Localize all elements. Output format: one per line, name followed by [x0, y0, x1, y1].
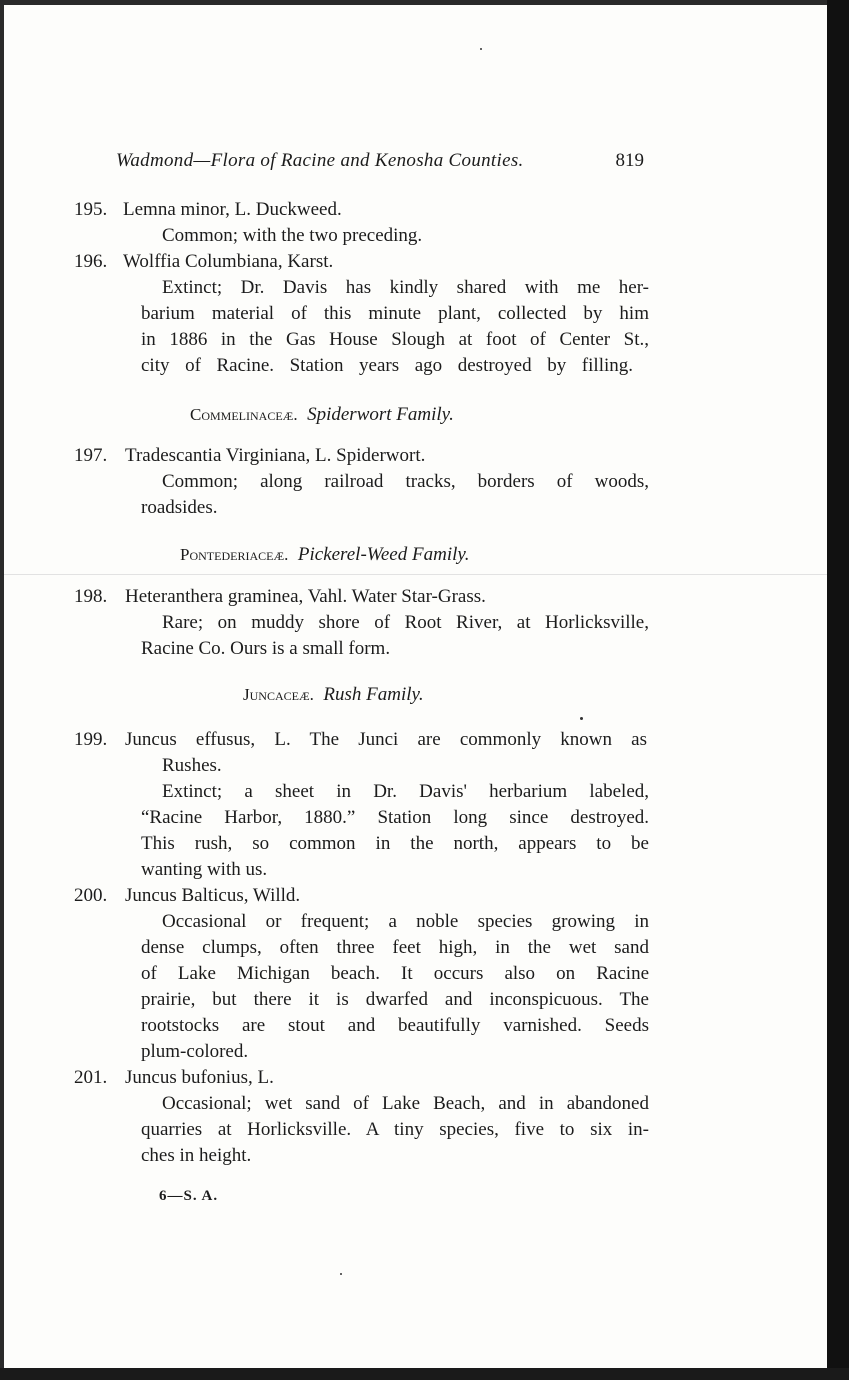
scan-edge-right: [827, 0, 849, 1380]
page-number: 819: [615, 150, 644, 171]
entry-text-line: “Racine Harbor, 1880.” Station long since destroyed.: [141, 807, 649, 828]
species-name: Lemna minor, L. Duckweed.: [123, 199, 342, 220]
entry-text-line: Racine Co. Ours is a small form.: [141, 638, 391, 659]
entry-text-line: Occasional; wet sand of Lake Beach, and in abandoned: [162, 1093, 649, 1114]
entry-text-line: prairie, but there it is dwarfed and inconspicuous. The: [141, 989, 649, 1010]
entry-text-line: Extinct; a sheet in Dr. Davis' herbarium labeled,: [162, 781, 649, 802]
entry-number: 195.: [74, 199, 108, 220]
species-name: Heteranthera graminea, Vahl. Water Star-Grass.: [125, 586, 486, 607]
entry-text-line: Common; along railroad tracks, borders of woods,: [162, 471, 649, 492]
entry-text-line: rootstocks are stout and beautifully varnished. Seeds: [141, 1015, 649, 1036]
species-name-continued: Rushes.: [162, 755, 222, 776]
family-common-name: Rush Family.: [323, 684, 424, 705]
entry-text-line: Extinct; Dr. Davis has kindly shared with me her-: [162, 277, 649, 298]
entry-text-line: wanting with us.: [141, 859, 268, 880]
entry-number: 198.: [74, 586, 108, 607]
entry-text-line: Rare; on muddy shore of Root River, at Horlicksville,: [162, 612, 649, 633]
scan-speck: [580, 717, 583, 720]
entry-text-line: dense clumps, often three feet high, in the wet sand: [141, 937, 649, 958]
entry-text-line: This rush, so common in the north, appears to be: [141, 833, 649, 854]
scan-speck: [480, 48, 482, 50]
entry-number: 197.: [74, 445, 108, 466]
printer-signature: 6—S. A.: [159, 1188, 219, 1204]
family-latin-name: Juncaceæ.: [243, 685, 314, 704]
family-latin-name: Pontederiaceæ.: [180, 545, 289, 564]
entry-text-line: in 1886 in the Gas House Slough at foot of Center St.,: [141, 329, 649, 350]
entry-number: 199.: [74, 729, 108, 750]
entry-text-line: barium material of this minute plant, collected by him: [141, 303, 649, 324]
entry-number: 196.: [74, 251, 108, 272]
entry-text-line: ches in height.: [141, 1145, 252, 1166]
species-name: Juncus effusus, L. The Junci are commonly known as: [125, 729, 647, 750]
family-heading-pontederiaceae: [180, 544, 470, 566]
species-name: Juncus Balticus, Willd.: [125, 885, 301, 906]
entry-text-line: roadsides.: [141, 497, 218, 518]
scan-edge-bottom: [0, 1368, 849, 1380]
species-name: Wolffia Columbiana, Karst.: [123, 251, 334, 272]
entry-text-line: quarries at Horlicksville. A tiny species, five to six in-: [141, 1119, 649, 1140]
scan-speck: [340, 1273, 342, 1275]
entry-text-line: Occasional or frequent; a noble species growing in: [162, 911, 649, 932]
scan-edge-left: [0, 0, 4, 1380]
family-latin-name: Commelinaceæ.: [190, 405, 298, 424]
entry-text-line: Common; with the two preceding.: [162, 225, 423, 246]
species-name: Juncus bufonius, L.: [125, 1067, 274, 1088]
family-common-name: Pickerel-Weed Family.: [297, 544, 470, 565]
species-name: Tradescantia Virginiana, L. Spiderwort.: [125, 445, 426, 466]
page-fold-crease: [4, 574, 827, 575]
running-header: [116, 150, 646, 178]
scan-edge-top: [0, 0, 849, 5]
entry-number: 200.: [74, 885, 108, 906]
entry-text-line: of Lake Michigan beach. It occurs also on Racine: [141, 963, 649, 984]
family-heading-juncaceae: [243, 684, 424, 706]
entry-text-line: city of Racine. Station years ago destroyed by filling.: [141, 355, 633, 376]
entry-number: 201.: [74, 1067, 108, 1088]
running-title: Wadmond—Flora of Racine and Kenosha Counties.: [116, 150, 524, 171]
entry-text-line: plum-colored.: [141, 1041, 249, 1062]
family-common-name: Spiderwort Family.: [307, 404, 454, 425]
family-heading-commelinaceae: [190, 404, 454, 426]
